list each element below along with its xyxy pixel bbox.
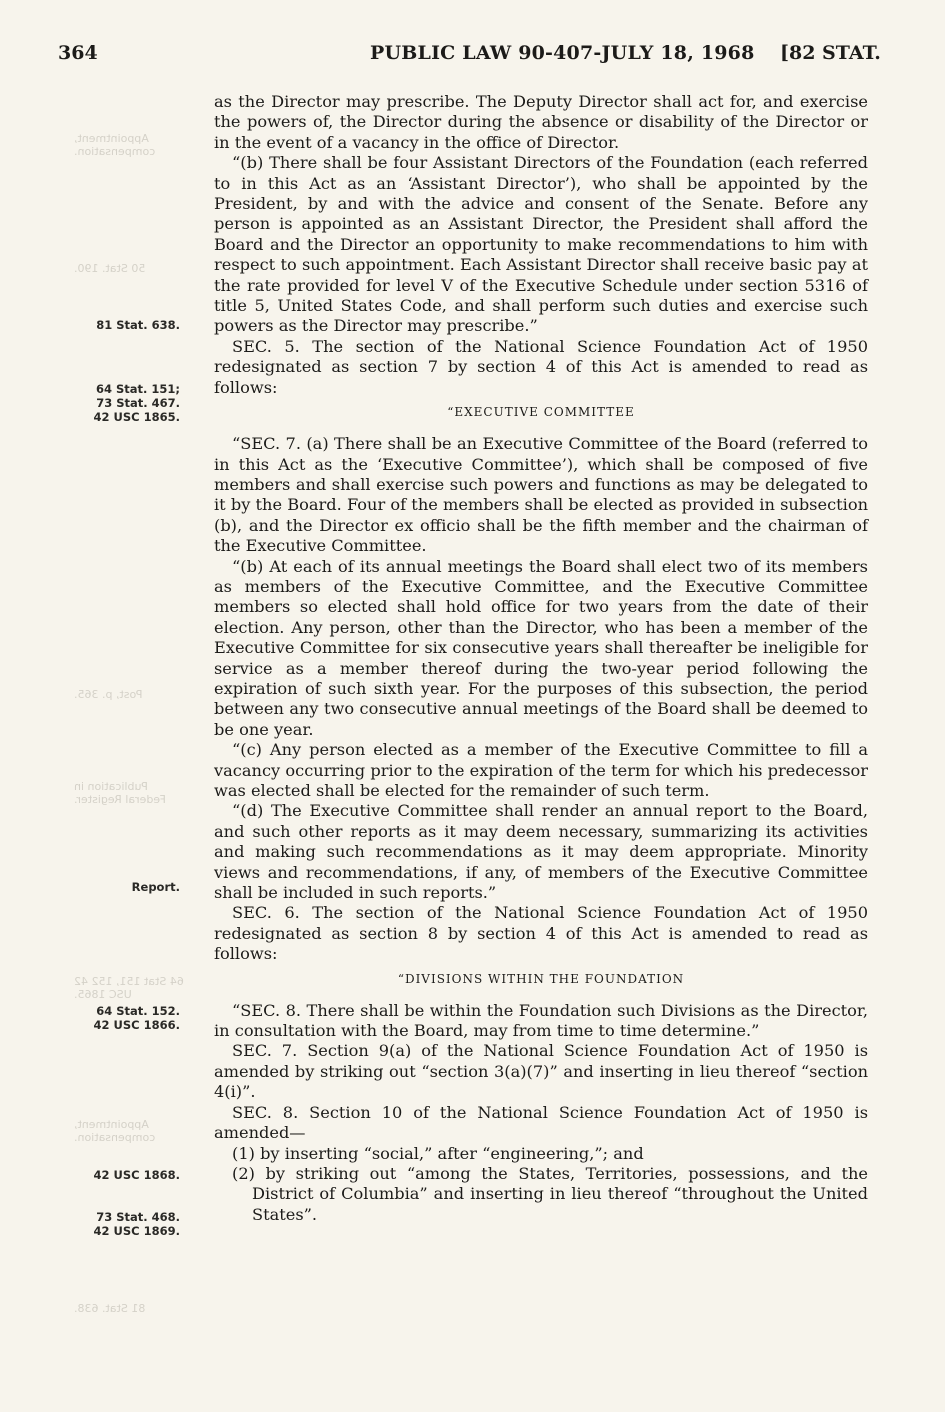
citation-line: 42 USC 1865.	[93, 410, 180, 424]
bleed-through-note: Publication in Federal Register.	[74, 780, 166, 806]
citation-line: 42 USC 1869.	[93, 1224, 180, 1238]
bleed-through-note: 81 Stat. 638.	[74, 1302, 146, 1315]
paragraph: SEC. 7. Section 9(a) of the National Science Foundation Act of 1950 is amended by striking out “section 3(a)(7)” and inserting in lieu thereof “section 4(i)”.	[214, 1041, 868, 1102]
bleed-through-note: 50 Stat. 190.	[74, 262, 146, 275]
citation-line: 73 Stat. 468.	[96, 1210, 180, 1224]
margin-citation	[50, 1210, 180, 1238]
margin-citation: Report.	[131, 880, 180, 894]
margin-citation	[50, 1004, 180, 1032]
margin-citation: 42 USC 1868.	[93, 1168, 180, 1182]
bleed-through-note: 64 Stat 151, 152 42 USC 1865.	[74, 975, 184, 1001]
list-item: (1) by inserting “social,” after “engineering,”; and	[232, 1143, 644, 1163]
paragraph: “(d) The Executive Committee shall render an annual report to the Board, and such other reports as it may deem necessary, summarizing its activities and making such recommendations as it may deem appropriate. Minority views and recommendations, if any, of members of the Executive Committee shall be included in such reports.”	[214, 801, 868, 903]
paragraph: “(c) Any person elected as a member of the Executive Committee to fill a vacancy occurring prior to the expiration of the term for which his predecessor was elected shall be elected for the remainder of such term.	[214, 740, 868, 800]
bleed-through-note: Appointment, compensation.	[74, 1118, 156, 1144]
paragraph: SEC. 8. Section 10 of the National Science Foundation Act of 1950 is amended—	[214, 1102, 868, 1143]
paragraph: SEC. 6. The section of the National Science Foundation Act of 1950 redesignated as section 8 by section 4 of this Act is amended to read as follows:	[214, 903, 868, 964]
margin-citation: 81 Stat. 638.	[96, 318, 180, 332]
margin-citation	[50, 382, 180, 424]
page-header	[0, 42, 945, 72]
paragraph: “SEC. 8. There shall be within the Foundation such Divisions as the Director, in consultation with the Board, may from time to time determine.”	[214, 1000, 868, 1041]
section-heading: “EXECUTIVE COMMITTEE	[447, 405, 635, 420]
paragraph: SEC. 5. The section of the National Science Foundation Act of 1950 redesignated as section 7 by section 4 of this Act is amended to read as follows:	[214, 336, 868, 397]
citation-line: 64 Stat. 151;	[95, 382, 180, 396]
bleed-through-note: Appointment, compensation.	[74, 132, 156, 158]
paragraph: “SEC. 7. (a) There shall be an Executive Committee of the Board (referred to in this Act as the ‘Executive Committee’), which shall be composed of five members and shall exercise such powers and functions as may be delegated to it by the Board. Four of the members shall be elected as provided in subsection (b), and the Director ex officio shall be the fifth member and the chairman of the Executive Committee.	[214, 434, 868, 556]
running-title: PUBLIC LAW 90-407-JULY 18, 1968	[370, 42, 755, 64]
citation-line: 64 Stat. 152.	[96, 1004, 180, 1018]
paragraph: “(b) There shall be four Assistant Directors of the Foundation (each referred to in this Act as an ‘Assistant Director’), who shall be appointed by the President, by and with the advice and consent of the Senate. Before any person is appointed as an Assistant Director, the President shall afford the Board and the Director an opportunity to make recommendations to him with respect to such appointment. Each Assistant Director shall receive basic pay at the rate provided for level V of the Executive Schedule under section 5316 of title 5, United States Code, and shall perform such duties and exercise such powers as the Director may prescribe.”	[214, 153, 868, 336]
section-heading: “DIVISIONS WITHIN THE FOUNDATION	[397, 971, 685, 986]
citation-line: 42 USC 1866.	[93, 1018, 180, 1032]
list-item: (2) by striking out “among the States, Territories, possessions, and the District of Columbia” and inserting in lieu thereof “throughout the United States”.	[232, 1163, 868, 1224]
paragraph: “(b) At each of its annual meetings the Board shall elect two of its members as members of the Executive Committee, and the Executive Committee members so elected shall hold office for two years from the date of their election. Any person, other than the Director, who has been a member of the Executive Committee for six consecutive years shall thereafter be ineligible for service as a member thereof during the two-year period following the expiration of such sixth year. For the purposes of this subsection, the period between any two consecutive annual meetings of the Board shall be deemed to be one year.	[214, 556, 868, 739]
citation-line: 73 Stat. 467.	[96, 396, 180, 410]
body-text	[214, 92, 868, 1225]
page-number: 364	[58, 42, 98, 64]
bleed-through-note: Post, p. 365.	[74, 688, 143, 701]
statute-reference: [82 STAT.	[780, 42, 881, 64]
paragraph: as the Director may prescribe. The Deputy Director shall act for, and exercise the powers of, the Director during the absence or disability of the Director or in the event of a vacancy in the office of Director.	[214, 92, 868, 152]
